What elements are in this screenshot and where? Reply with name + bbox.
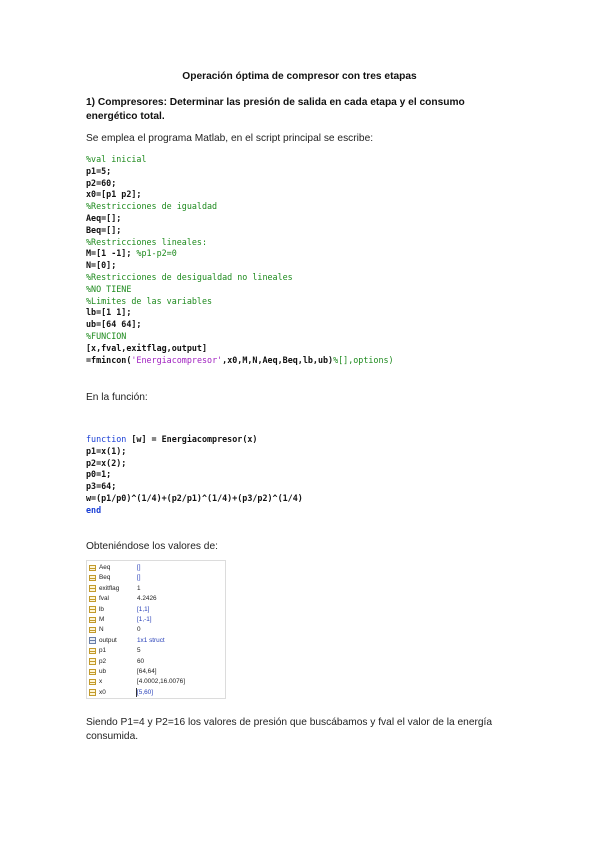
workspace-variable-row[interactable]	[87, 605, 225, 615]
code-token: =fmincon(	[86, 354, 132, 365]
code-line	[86, 434, 526, 446]
matrix-icon	[89, 658, 96, 665]
code-text: %Restricciones de igualdad	[86, 201, 218, 212]
code-token: %[],options)	[333, 354, 394, 365]
matrix-icon	[89, 679, 96, 686]
code-text: lb=[1 1];	[86, 307, 132, 318]
function-label: En la función:	[86, 392, 148, 403]
code-text: %Limites de las variables	[86, 295, 213, 306]
code-text: [x,fval,exitflag,output]	[86, 342, 208, 353]
code-text: p1=5;	[86, 165, 112, 176]
code-line	[86, 493, 526, 505]
code-line	[86, 469, 526, 481]
code-token: [w] = Energiacompresor(x)	[126, 434, 258, 444]
code-line	[86, 355, 526, 367]
code-text: p0=1;	[86, 469, 112, 480]
workspace-variable-row[interactable]	[87, 667, 225, 677]
workspace-variable-value: 60	[137, 657, 145, 665]
workspace-variable-value: []	[137, 564, 141, 571]
workspace-variable-name: Aeq	[99, 564, 111, 571]
code-line	[86, 201, 526, 213]
workspace-variable-name: M	[99, 616, 105, 623]
workspace-panel	[86, 560, 226, 699]
function-code	[86, 434, 526, 517]
code-line	[86, 307, 526, 319]
code-line	[86, 331, 526, 343]
code-text: Aeq=[];	[86, 212, 122, 223]
workspace-variable-row[interactable]	[87, 584, 225, 594]
workspace-variable-row[interactable]	[87, 625, 225, 635]
matrix-icon	[89, 648, 96, 655]
code-text: p2=x(2);	[86, 457, 127, 468]
workspace-variable-row[interactable]	[87, 615, 225, 625]
workspace-variable-value: [4.0002,16.0076]	[137, 678, 185, 686]
workspace-variable-value: 5	[137, 647, 141, 655]
code-text: %NO TIENE	[86, 283, 132, 294]
matrix-icon	[89, 575, 96, 582]
code-line	[86, 225, 526, 237]
code-text: ub=[64 64];	[86, 319, 142, 330]
code-line	[86, 284, 526, 296]
workspace-variable-name: x	[99, 678, 103, 686]
code-text: N=[0];	[86, 260, 117, 271]
code-token: M=[1 -1];	[86, 248, 137, 259]
workspace-variable-value: [5,60]	[137, 688, 153, 696]
workspace-variable-name: Beq	[99, 574, 111, 582]
code-text: %val inicial	[86, 154, 147, 164]
text-cursor	[136, 688, 147, 697]
matrix-icon	[89, 669, 96, 676]
code-line	[86, 178, 526, 190]
matrix-icon	[89, 565, 96, 572]
matrix-icon	[89, 627, 96, 634]
code-text: p1=x(1);	[86, 445, 127, 456]
workspace-variable-value: [1,1]	[137, 605, 150, 613]
code-line	[86, 481, 526, 493]
workspace-variable-value: 1x1 struct	[137, 636, 165, 644]
workspace-variable-value: []	[137, 574, 141, 582]
workspace-variable-name: x0	[99, 688, 106, 696]
section-heading: 1) Compresores: Determinar las presión de salida en cada etapa y el consumo energético total.	[86, 97, 465, 122]
workspace-variable-row[interactable]	[87, 646, 225, 656]
code-text: %Restricciones lineales:	[86, 236, 208, 247]
workspace-variable-row[interactable]	[87, 563, 225, 573]
code-token: 'Energiacompresor'	[131, 354, 223, 365]
conclusion-paragraph: Siendo P1=4 y P2=16 los valores de presión que buscábamos y fval el valor de la energía consumida.	[86, 717, 493, 742]
code-line	[86, 237, 526, 249]
document-title: Operación óptima de compresor con tres etapas	[182, 71, 417, 82]
code-line	[86, 260, 526, 272]
workspace-variable-name: lb	[99, 605, 104, 613]
workspace-variable-value: [64,64]	[137, 668, 157, 675]
code-text: Beq=[];	[86, 224, 122, 235]
workspace-variable-row[interactable]	[87, 594, 225, 604]
code-text: end	[86, 504, 102, 515]
code-line	[86, 154, 526, 166]
values-label: Obteniéndose los valores de:	[86, 541, 218, 552]
workspace-variable-value: [1,-1]	[137, 616, 152, 623]
workspace-variable-name: N	[99, 626, 104, 634]
workspace-variable-row[interactable]	[87, 688, 225, 698]
matrix-icon	[89, 689, 96, 696]
code-line	[86, 446, 526, 458]
code-line	[86, 272, 526, 284]
workspace-variable-name: p1	[99, 647, 107, 655]
matrix-icon	[89, 596, 96, 603]
workspace-variable-name: exitflag	[99, 584, 120, 592]
workspace-variable-row[interactable]	[87, 573, 225, 583]
workspace-variable-value: 0	[137, 626, 141, 634]
workspace-variable-row[interactable]	[87, 657, 225, 667]
code-text: p2=60;	[86, 177, 117, 188]
matrix-icon	[89, 617, 96, 624]
code-line	[86, 319, 526, 331]
code-line	[86, 189, 526, 201]
code-text: p3=64;	[86, 481, 117, 492]
code-line	[86, 296, 526, 308]
struct-icon	[89, 637, 96, 644]
code-line	[86, 458, 526, 470]
code-line	[86, 213, 526, 225]
code-text: %Restricciones de desigualdad no lineales	[86, 271, 293, 282]
workspace-variable-value: 1	[137, 584, 141, 592]
workspace-variable-name: ub	[99, 668, 107, 675]
code-line	[86, 343, 526, 355]
workspace-variable-name: fval	[99, 595, 109, 603]
matrix-icon	[89, 606, 96, 613]
code-token: %p1-p2=0	[136, 248, 177, 259]
code-token: function	[86, 434, 127, 444]
workspace-variable-row[interactable]	[87, 636, 225, 646]
code-text: x0=[p1 p2];	[86, 189, 142, 200]
code-text: %FUNCION	[86, 330, 127, 341]
main-script-code	[86, 154, 526, 366]
workspace-variable-name: p2	[99, 657, 107, 665]
workspace-variable-row[interactable]	[87, 677, 225, 687]
intro-paragraph: Se emplea el programa Matlab, en el script principal se escribe:	[86, 133, 374, 144]
matrix-icon	[89, 585, 96, 592]
workspace-variable-name: output	[99, 636, 117, 644]
code-token: ,x0,M,N,Aeq,Beq,lb,ub)	[222, 354, 334, 365]
code-text: w=(p1/p0)^(1/4)+(p2/p1)^(1/4)+(p3/p2)^(1/4)	[86, 492, 303, 503]
code-line	[86, 505, 526, 517]
code-line	[86, 248, 526, 260]
workspace-variable-value: 4.2426	[137, 595, 157, 603]
code-line	[86, 166, 526, 178]
